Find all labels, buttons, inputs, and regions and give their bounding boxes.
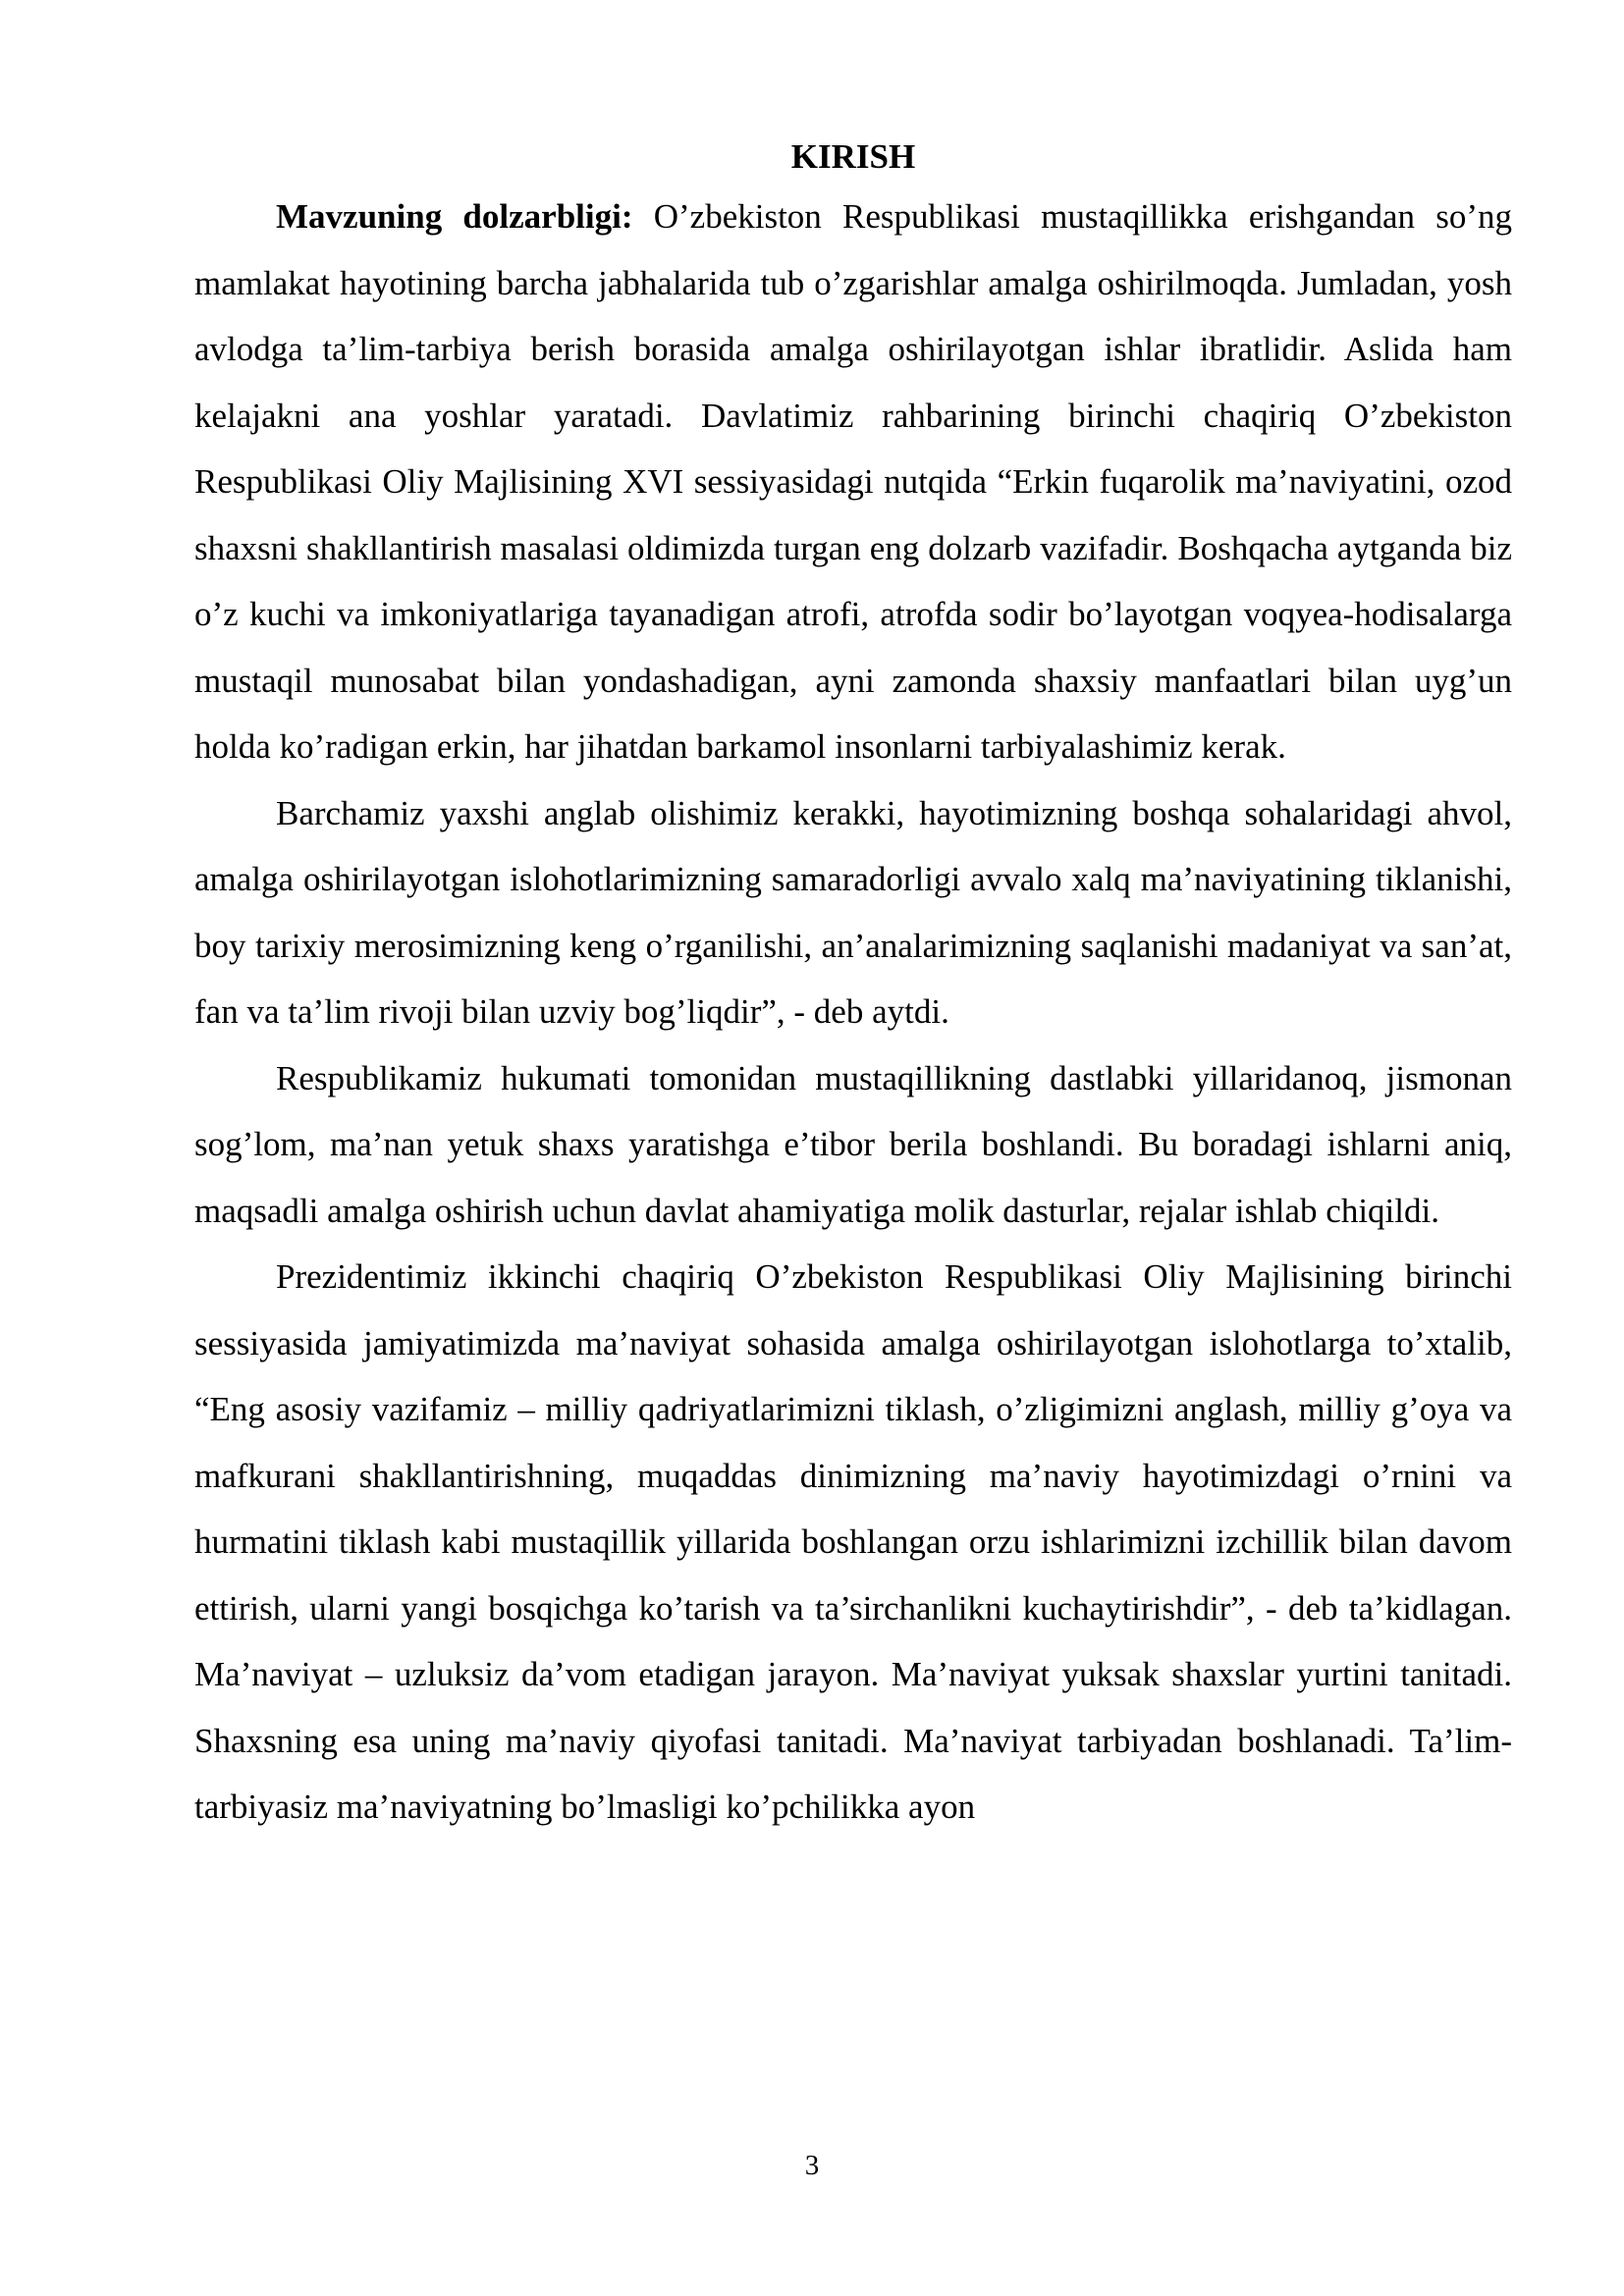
paragraph: Prezidentimiz ikkinchi chaqiriq O’zbekiston Respublikasi Oliy Majlisining birinchi sessiyasida jamiyatimizda ma’naviyat sohasida amalga oshirilayotgan islohotlarga to’xtalib, “Eng asosiy vazifamiz – milliy qadriyatlarimizni tiklash, o’zligimizni anglash, milliy g’oya va mafkurani shakllantirishning, muqaddas dinimizning ma’naviy hayotimizdagi o’rnini va hurmatini tiklash kabi mustaqillik yillarida boshlangan orzu ishlarimizni izchillik bilan davom ettirish, ularni yangi bosqichga ko’tarish va ta’sirchanlikni kuchaytirishdir”, - deb ta’kidlagan. Ma’naviyat – uzluksiz da’vom etadigan jarayon. Ma’naviyat yuksak shaxslar yurtini tanitadi. Shaxsning esa uning ma’naviy qiyofasi tanitadi. Ma’naviyat tarbiyadan boshlanadi. Ta’lim-tarbiyasiz ma’naviyatning bo’lmasligi ko’pchilikka ayon xyxy=(194,1257,1512,1826)
page-number: 3 xyxy=(804,2150,820,2181)
relevance-label: Mavzuning dolzarbligi: xyxy=(276,197,633,236)
page-content xyxy=(194,130,1512,1841)
section-title: KIRISH xyxy=(790,137,916,176)
paragraph-text: O’zbekiston Respublikasi mustaqillikka erishgandan so’ng mamlakat hayotining barcha jabhalarida tub o’zgarishlar amalga oshirilmoqda. Jumladan, yosh avlodga ta’lim-tarbiya berish borasida amalga oshirilayotgan ishlar ibratlidir. Aslida ham kelajakni ana yoshlar yaratadi. Davlatimiz rahbarining birinchi chaqiriq O’zbekiston Respublikasi Oliy Majlisining XVI sessiyasidagi nutqida “Erkin fuqarolik ma’naviyatini, ozod shaxsni shakllantirish masalasi oldimizda turgan eng dolzarb vazifadir. Boshqacha aytganda biz o’z kuchi va imkoniyatlariga tayanadigan atrofi, atrofda sodir bo’layotgan voqyea-hodisalarga mustaqil munosabat bilan yondashadigan, ayni zamonda shaxsiy manfaatlari bilan uyg’un holda ko’radigan erkin, har jihatdan barkamol insonlarni tarbiyalashimiz kerak. xyxy=(194,197,1512,766)
paragraph: Barchamiz yaxshi anglab olishimiz kerakki, hayotimizning boshqa sohalaridagi ahvol, amalga oshirilayotgan islohotlarimizning samaradorligi avvalo xalq ma’naviyatining tiklanishi, boy tarixiy merosimizning keng o’rganilishi, an’analarimizning saqlanishi madaniyat va san’at, fan va ta’lim rivoji bilan uzviy bog’liqdir”, - deb aytdi. xyxy=(194,793,1512,1031)
paragraph-relevance xyxy=(194,184,1512,780)
paragraph: Respublikamiz hukumati tomonidan mustaqillikning dastlabki yillaridanoq, jismonan sog’lom, ma’nan yetuk shaxs yaratishga e’tibor berila boshlandi. Bu boradagi ishlarni aniq, maqsadli amalga oshirish uchun davlat ahamiyatiga molik dasturlar, rejalar ishlab chiqildi. xyxy=(194,1058,1512,1230)
